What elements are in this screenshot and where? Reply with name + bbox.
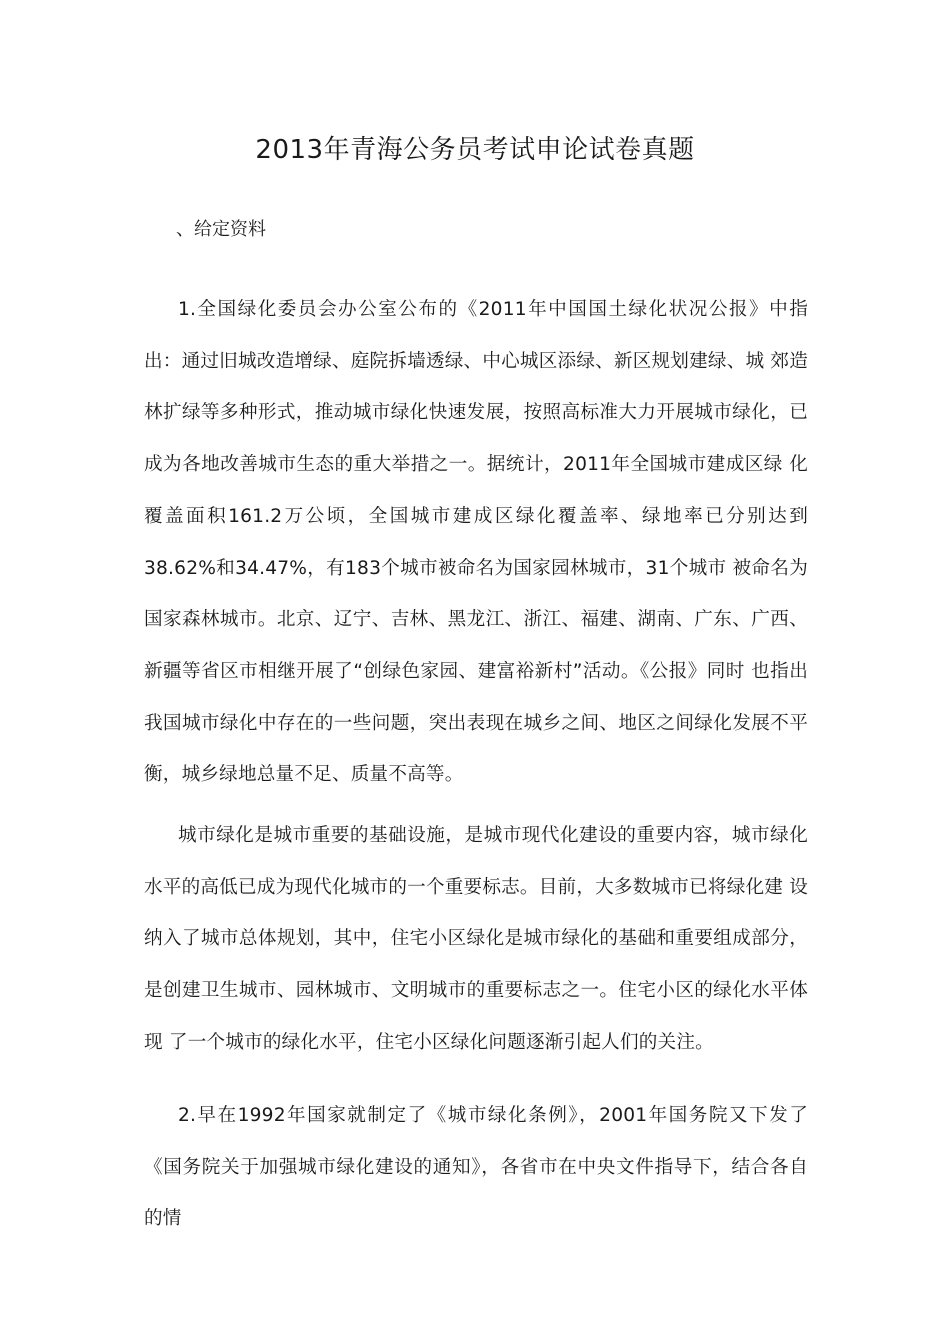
section-heading: 、给定资料	[176, 219, 266, 240]
paragraph-1: 1.全国绿化委员会办公室公布的《2011年中国国土绿化状况公报》中指出：通过旧城改造增绿、庭院拆墙透绿、中心城区添绿、新区规划建绿、城 郊造林扩绿等多种形式，推动城市绿化快速发展，按照高标准大力开展城市绿化，已成为各地改善城市生态的重大举措之一。据统计，2011年全国城市建成区绿 化覆盖面积161.2万公顷，全国城市建成区绿化覆盖率、绿地率已分别达到38.62%和34.47%，有183个城市被命名为国家园林城市，31个城市 被命名为国家森林城市。北京、辽宁、吉林、黑龙江、浙江、福建、湖南、广东、广西、新疆等省区市相继开展了“创绿色家园、建富裕新村”活动。《公报》同时 也指出我国城市绿化中存在的一些问题，突出表现在城乡之间、地区之间绿化发展不平衡，城乡绿地总量不足、质量不高等。	[144, 299, 809, 786]
paragraph-2: 城市绿化是城市重要的基础设施，是城市现代化建设的重要内容，城市绿化水平的高低已成为现代化城市的一个重要标志。目前，大多数城市已将绿化建 设纳入了城市总体规划，其中，住宅小区绿化是城市绿化的基础和重要组成部分，是创建卫生城市、园林城市、文明城市的重要标志之一。住宅小区的绿化水平体现 了一个城市的绿化水平，住宅小区绿化问题逐渐引起人们的关注。	[144, 825, 808, 1053]
paragraph-3: 2.早在1992年国家就制定了《城市绿化条例》，2001年国务院又下发了《国务院关于加强城市绿化建设的通知》，各省市在中央文件指导下，结合各自的情	[144, 1105, 808, 1230]
document-title: 2013年青海公务员考试申论试卷真题	[255, 135, 695, 165]
